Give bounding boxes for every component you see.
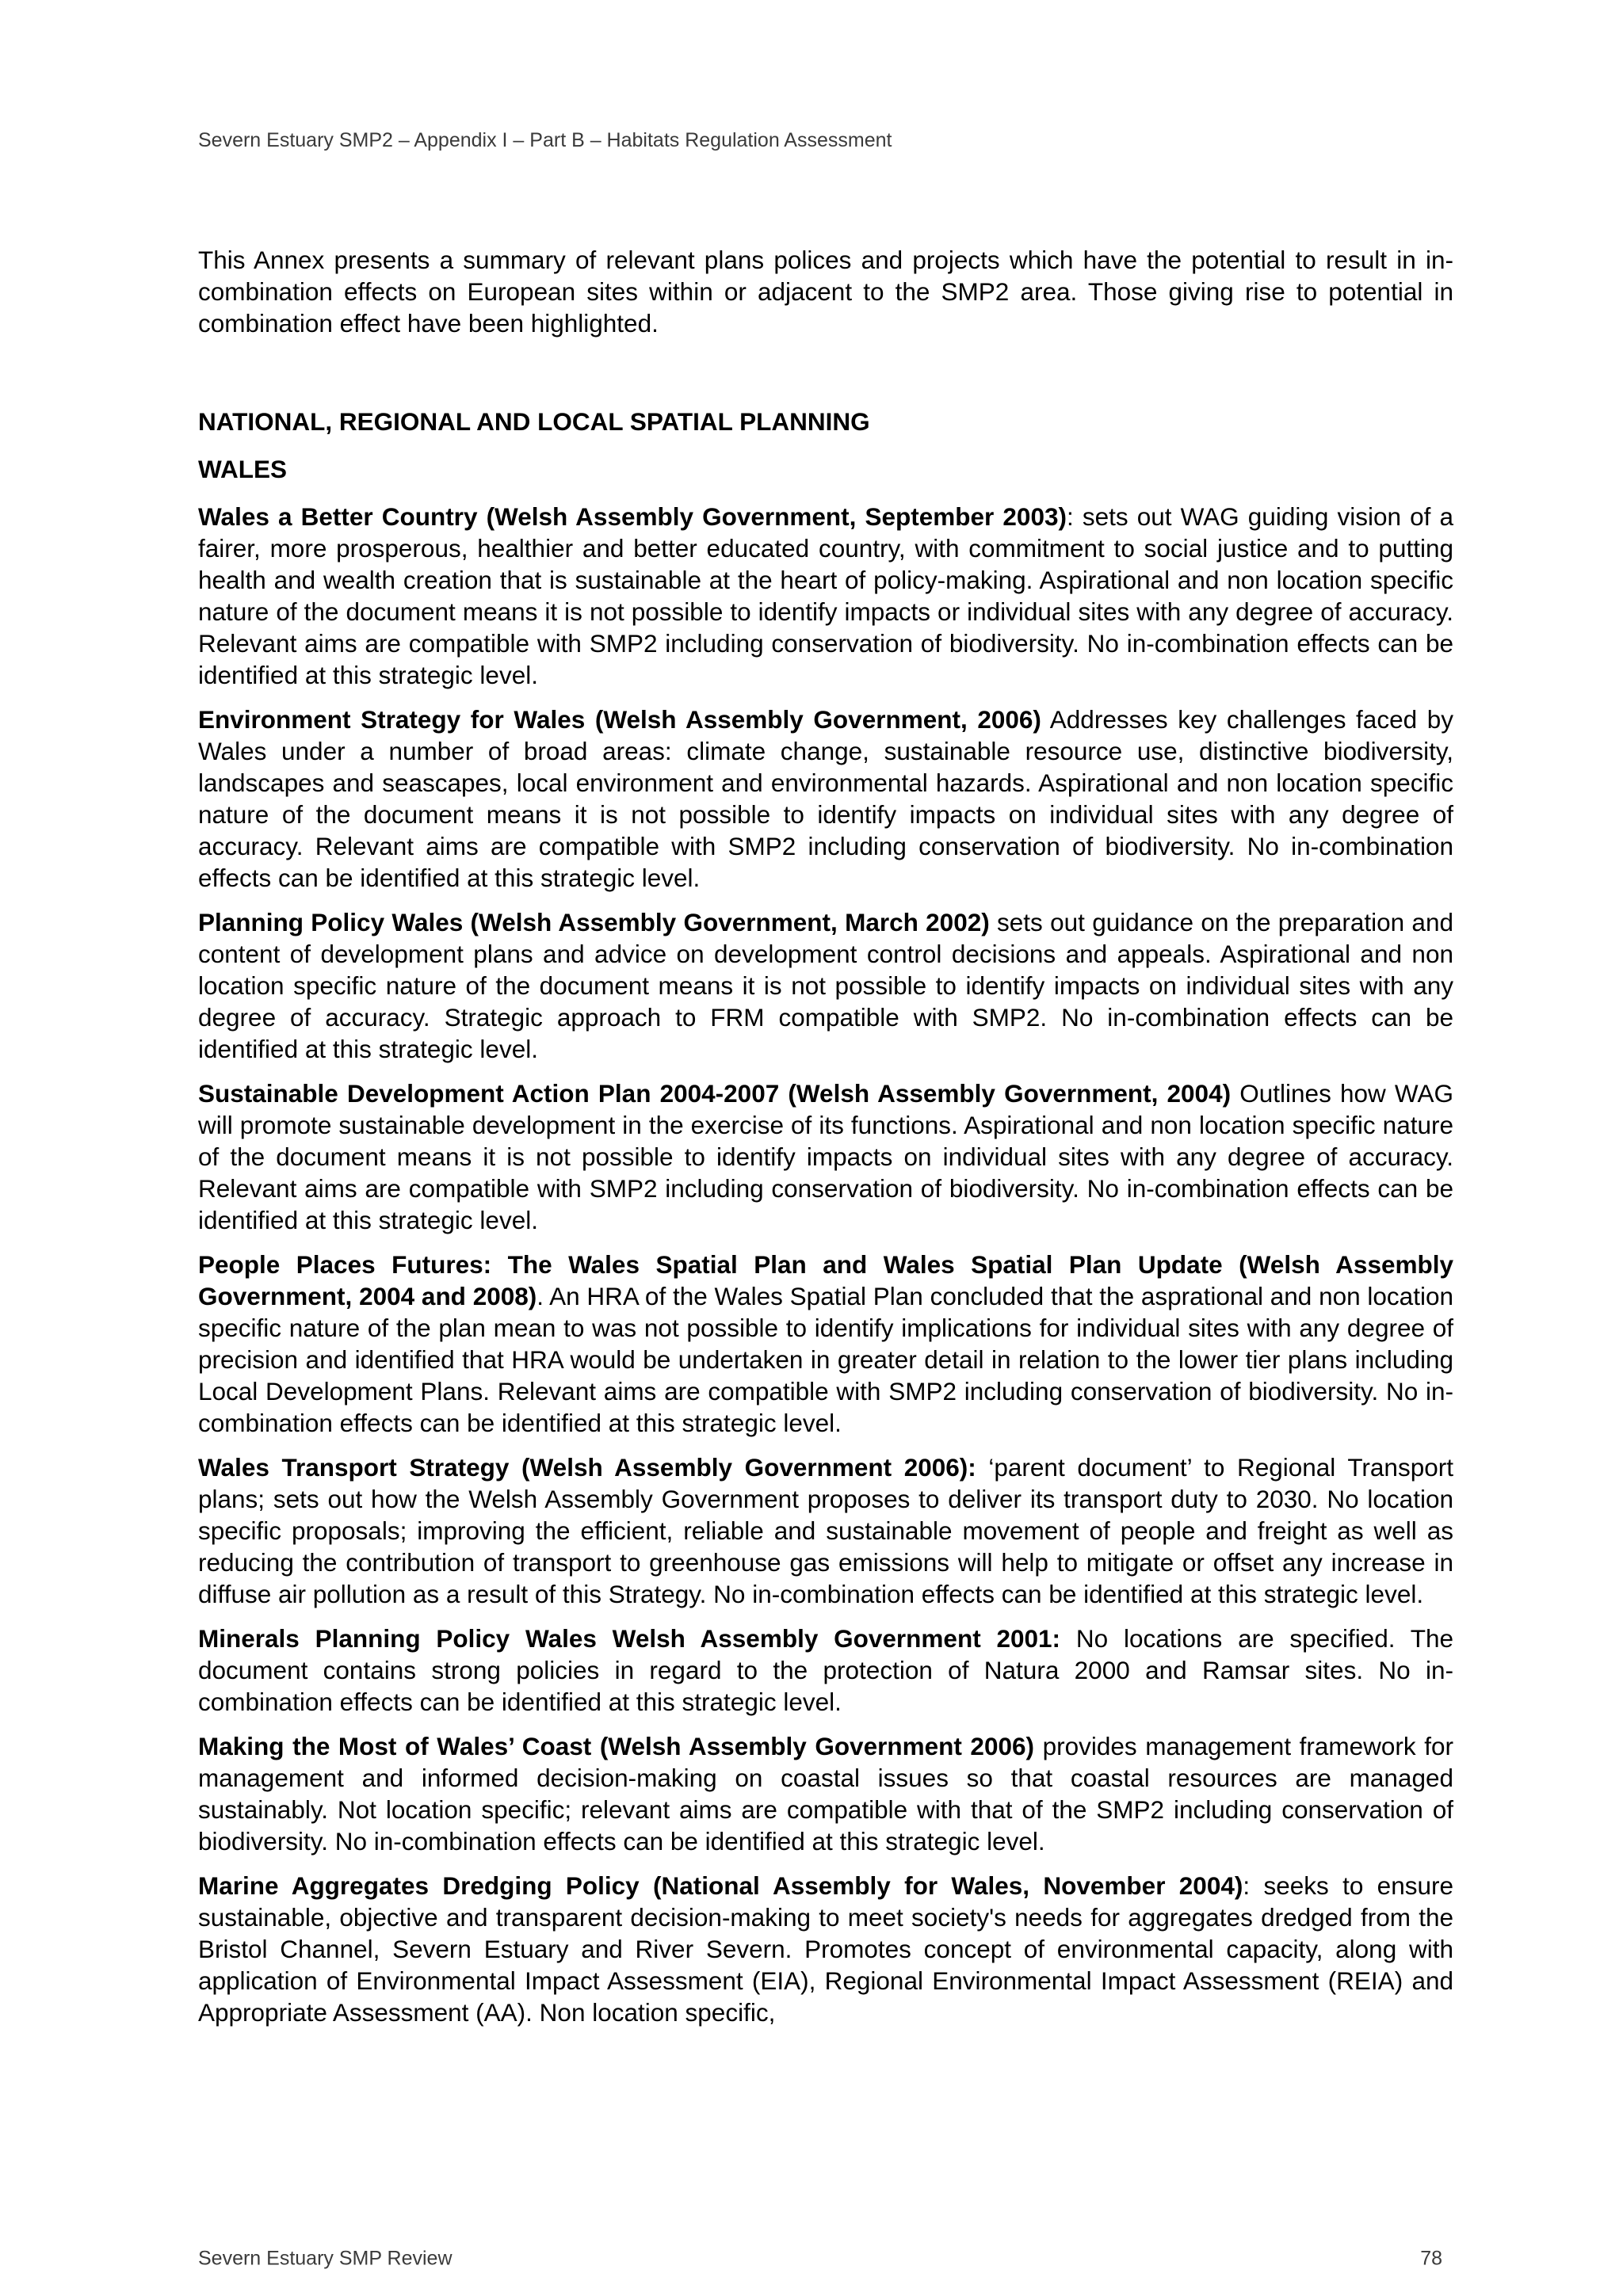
running-footer: Severn Estuary SMP Review bbox=[198, 2247, 453, 2270]
entry-body: . An HRA of the Wales Spatial Plan concluded that the asprational and non location specific nature of the plan mean to was not possible to identify implications for individual sites with any degree of precision and identified that HRA would be undertaken in greater detail in relation to the lower tier plans including Local Development Plans. Relevant aims are compatible with SMP2 including conservation of biodiversity. No in-combination effects can be identified at this strategic level. bbox=[198, 1282, 1453, 1437]
entry-title: Marine Aggregates Dredging Policy (National Assembly for Wales, November 2004) bbox=[198, 1871, 1243, 1900]
entry-title: Wales Transport Strategy (Welsh Assembly Government 2006): bbox=[198, 1453, 976, 1482]
entry-planning-policy-wales bbox=[198, 906, 1453, 1065]
entry-title: Minerals Planning Policy Wales Welsh Assembly Government 2001: bbox=[198, 1624, 1061, 1653]
entry-body: sets out guidance on the preparation and content of development plans and advice on development control decisions and appeals. Aspirational and non location specific nature of the document means it is not possible to identify impacts on individual sites with any degree of accuracy. Strategic approach to FRM compatible with SMP2. No in-combination effects can be identified at this strategic level. bbox=[198, 908, 1453, 1063]
entry-title: People Places Futures: The Wales Spatial Plan and Wales Spatial Plan Update (Welsh Assembly Government, 2004 and 2008) bbox=[198, 1250, 1453, 1310]
page-number: 78 bbox=[1420, 2247, 1442, 2270]
entry-body: Addresses key challenges faced by Wales under a number of broad areas: climate change, sustainable resource use, distinctive biodiversity, landscapes and seascapes, local environment and environmental hazards. Aspirational and non location specific nature of the document means it is not possible to identify impacts on individual sites with any degree of accuracy. Relevant aims are compatible with SMP2 including conservation of biodiversity. No in-combination effects can be identified at this strategic level. bbox=[198, 705, 1453, 892]
entry-body: : sets out WAG guiding vision of a fairer, more prosperous, healthier and better educated country, with commitment to social justice and to putting health and wealth creation that is sustainable at the heart of policy-making. Aspirational and non location specific nature of the document means it is not possible to identify impacts or individual sites with any degree of accuracy. Relevant aims are compatible with SMP2 including conservation of biodiversity. No in-combination effects can be identified at this strategic level. bbox=[198, 502, 1454, 689]
entry-title: Planning Policy Wales (Welsh Assembly Government, March 2002) bbox=[198, 908, 990, 936]
entry-wales-coast bbox=[198, 1730, 1453, 1857]
subsection-heading: WALES bbox=[198, 455, 288, 483]
entry-body: Outlines how WAG will promote sustainable development in the exercise of its functions. Aspirational and non location specific nature of the document means it is not possible to identify impacts on individual sites with any degree of accuracy. Relevant aims are compatible with SMP2 including conservation of biodiversity. No in-combination effects can be identified at this strategic level. bbox=[198, 1079, 1454, 1234]
section-heading: NATIONAL, REGIONAL AND LOCAL SPATIAL PLANNING bbox=[198, 407, 870, 436]
entry-body: provides management framework for management and informed decision-making on coastal issues so that coastal resources are managed sustainably. Not location specific; relevant aims are compatible with that of the SMP2 including conservation of biodiversity. No in-combination effects can be identified at this strategic level. bbox=[198, 1732, 1454, 1855]
entry-title: Making the Most of Wales’ Coast (Welsh Assembly Government 2006) bbox=[198, 1732, 1034, 1760]
entry-body: ‘parent document’ to Regional Transport plans; sets out how the Welsh Assembly Government proposes to deliver its transport duty to 2030. No location specific proposals; improving the efficient, reliable and sustainable movement of people and freight as well as reducing the contribution of transport to greenhouse gas emissions will help to mitigate or offset any increase in diffuse air pollution as a result of this Strategy. No in-combination effects can be identified at this strategic level. bbox=[198, 1453, 1453, 1608]
entry-wales-spatial-plan bbox=[198, 1249, 1453, 1439]
entry-sustainable-development-plan bbox=[198, 1077, 1453, 1236]
entry-title: Sustainable Development Action Plan 2004-2007 (Welsh Assembly Government, 2004) bbox=[198, 1079, 1232, 1108]
page-content bbox=[198, 244, 1453, 2041]
entry-title: Environment Strategy for Wales (Welsh Assembly Government, 2006) bbox=[198, 705, 1041, 734]
entry-environment-strategy bbox=[198, 704, 1453, 894]
entry-body: No locations are specified. The document contains strong policies in regard to the protection of Natura 2000 and Ramsar sites. No in-combination effects can be identified at this strategic level. bbox=[198, 1624, 1453, 1716]
entry-wales-transport-strategy bbox=[198, 1451, 1453, 1610]
running-header: Severn Estuary SMP2 – Appendix I – Part B – Habitats Regulation Assessment bbox=[198, 129, 892, 151]
entry-marine-aggregates bbox=[198, 1870, 1453, 2028]
entry-wales-better-country bbox=[198, 501, 1453, 691]
entry-title: Wales a Better Country (Welsh Assembly Government, September 2003) bbox=[198, 502, 1067, 531]
intro-paragraph: This Annex presents a summary of relevant plans polices and projects which have the potential to result in in-combination effects on European sites within or adjacent to the SMP2 area. Those giving rise to potential in combination effect have been highlighted. bbox=[198, 246, 1453, 338]
entry-body: : seeks to ensure sustainable, objective and transparent decision-making to meet society's needs for aggregates dredged from the Bristol Channel, Severn Estuary and River Severn. Promotes concept of environmental capacity, along with application of Environmental Impact Assessment (EIA), Regional Environmental Impact Assessment (REIA) and Appropriate Assessment (AA). Non location specific, bbox=[198, 1871, 1453, 2027]
entry-minerals-planning-policy bbox=[198, 1623, 1453, 1718]
